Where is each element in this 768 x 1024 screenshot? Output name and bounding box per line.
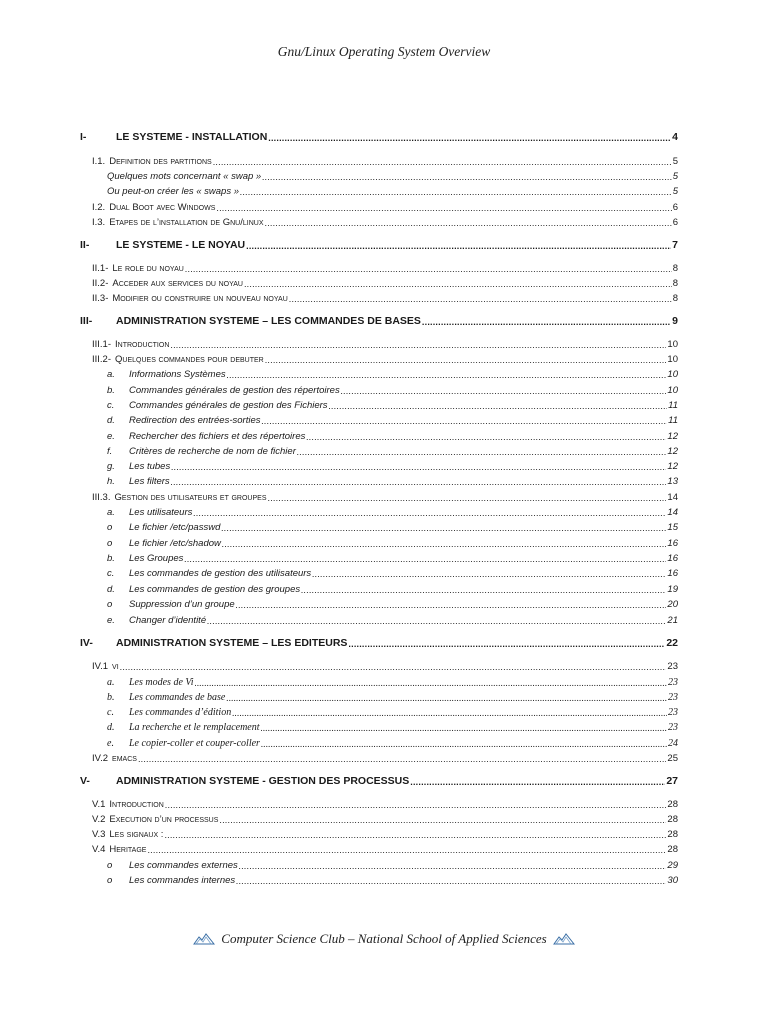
dot-leader	[227, 368, 667, 380]
toc-entry-page: 14	[667, 492, 678, 503]
toc-entry-number: III.2-	[92, 354, 112, 365]
toc-entry-page: 8	[672, 263, 678, 274]
toc-entry-label[interactable]: Introduction	[109, 799, 164, 810]
toc-entry-row	[107, 503, 678, 518]
toc-entry-page: 23	[667, 661, 678, 672]
toc-entry[interactable]	[0, 167, 768, 182]
toc-entry-number: g.	[107, 461, 115, 472]
toc-entry[interactable]	[0, 259, 768, 274]
toc-entry-row	[92, 350, 678, 365]
mountain-logo-icon	[553, 933, 575, 945]
toc-entry-row	[92, 749, 678, 764]
dot-leader	[301, 583, 666, 595]
toc-entry-page: 5	[672, 156, 678, 167]
toc-entry[interactable]	[0, 503, 768, 518]
toc-entry-row	[107, 564, 678, 579]
toc-entry-page: 6	[672, 217, 678, 228]
toc-entry[interactable]	[0, 703, 768, 718]
toc-entry[interactable]	[0, 350, 768, 365]
toc-entry-label[interactable]: Commandes générales de gestion des répertoires	[129, 385, 340, 396]
toc-entry[interactable]	[0, 795, 768, 810]
toc-entry[interactable]	[0, 213, 768, 228]
toc-entry-label[interactable]: Commandes générales de gestion des Fichiers	[129, 400, 328, 411]
toc-entry-label[interactable]: Gestion des utilisateurs et groupes	[114, 492, 267, 503]
toc-entry-number: e.	[107, 738, 114, 749]
toc-entry-number: II.3-	[92, 293, 109, 304]
toc-entry-number: o	[107, 875, 113, 886]
toc-entry-label[interactable]: Critères de recherche de nom de fichier	[129, 446, 296, 457]
toc-entry-row	[92, 274, 678, 289]
toc-entry[interactable]	[0, 840, 768, 855]
toc-entry-label[interactable]: Les commandes de base	[129, 692, 226, 703]
toc-entry-row	[92, 657, 678, 672]
toc-entry-label[interactable]: Les commandes de gestion des groupes	[129, 584, 301, 595]
toc-entry-row	[107, 611, 678, 626]
toc-entry-page: 23	[668, 677, 678, 688]
toc-entry-number: V-	[80, 775, 90, 787]
toc-entry-number: I.2.	[92, 202, 106, 213]
toc-entry-page: 19	[667, 584, 678, 595]
toc-entry-number: b.	[107, 385, 115, 396]
toc-entry-row	[107, 856, 678, 871]
toc-entry-label[interactable]: Introduction	[115, 339, 170, 350]
toc-entry[interactable]	[0, 657, 768, 672]
toc-entry-row	[107, 718, 678, 733]
toc-entry-page: 6	[672, 202, 678, 213]
toc-entry-page: 14	[667, 507, 678, 518]
dot-leader	[236, 598, 667, 610]
toc-entry-number: d.	[107, 722, 115, 733]
toc-entry-row	[80, 772, 678, 787]
dot-leader	[165, 798, 667, 810]
mountain-logo-icon	[193, 933, 215, 945]
toc-entry[interactable]	[0, 549, 768, 564]
dot-leader	[312, 567, 666, 579]
toc-entry[interactable]	[0, 411, 768, 426]
toc-entry-label[interactable]: Les modes de Vi	[129, 677, 194, 688]
toc-entry-row	[92, 825, 678, 840]
toc-entry-row	[92, 840, 678, 855]
toc-entry-label[interactable]: Les Groupes	[129, 553, 184, 564]
toc-entry-row	[92, 259, 678, 274]
toc-entry-number: f.	[107, 446, 113, 457]
toc-entry-label[interactable]: Le fichier /etc/passwd	[129, 522, 221, 533]
toc-entry[interactable]	[0, 128, 768, 143]
dot-leader	[184, 552, 666, 564]
toc-entry-row	[92, 335, 678, 350]
toc-entry-label[interactable]: Changer d’identité	[129, 615, 207, 626]
toc-entry-label[interactable]: Les commandes internes	[129, 875, 236, 886]
toc-entry-page: 22	[666, 637, 678, 649]
toc-entry[interactable]	[0, 825, 768, 840]
toc-entry-number: I.1.	[92, 156, 106, 167]
toc-entry[interactable]	[0, 518, 768, 533]
toc-entry-number: V.3	[92, 829, 106, 840]
toc-entry-number: III.1-	[92, 339, 112, 350]
dot-leader	[236, 874, 666, 886]
toc-entry[interactable]	[0, 634, 768, 649]
toc-entry[interactable]	[0, 396, 768, 411]
dot-leader	[138, 752, 666, 764]
toc-entry-page: 27	[666, 775, 678, 787]
toc-entry-page: 21	[667, 615, 678, 626]
toc-entry-label[interactable]: Rechercher des fichiers et des répertoires	[129, 431, 306, 442]
page-footer	[0, 931, 768, 947]
toc-entry-label[interactable]: Quelques commandes pour debuter	[115, 354, 264, 365]
dot-leader	[164, 828, 666, 840]
toc-entry[interactable]	[0, 488, 768, 503]
toc-entry-number: h.	[107, 476, 115, 487]
toc-entry[interactable]	[0, 611, 768, 626]
toc-entry-row	[92, 198, 678, 213]
toc-entry-page: 15	[667, 522, 678, 533]
toc-entry-row	[107, 182, 678, 197]
dot-leader	[261, 414, 667, 426]
toc-entry-number: V.2	[92, 814, 106, 825]
toc-entry-label[interactable]: Dual Boot avec Windows	[109, 202, 216, 213]
toc-entry-label[interactable]: Definition des partitions	[109, 156, 212, 167]
dot-leader	[207, 614, 666, 626]
toc-entry-page: 23	[668, 692, 678, 703]
toc-entry[interactable]	[0, 289, 768, 304]
toc-entry-label[interactable]: Les utilisateurs	[129, 507, 193, 518]
toc-entry-row	[107, 703, 678, 718]
toc-entry-label[interactable]: ADMINISTRATION SYSTEME – LES EDITEURS	[116, 637, 348, 649]
toc-entry-page: 13	[667, 476, 678, 487]
dot-leader	[410, 775, 665, 787]
dot-leader	[348, 637, 665, 649]
toc-entry-page: 12	[667, 431, 678, 442]
toc-entry-number: o	[107, 522, 113, 533]
toc-entry-page: 10	[667, 354, 678, 365]
toc-entry-label[interactable]: ADMINISTRATION SYSTEME - GESTION DES PROCESSUS	[116, 775, 410, 787]
toc-entry-label[interactable]: Redirection des entrées-sorties	[129, 415, 261, 426]
toc-entry-label[interactable]: Le copier-coller et couper-coller	[129, 738, 260, 749]
dot-leader	[261, 737, 667, 749]
toc-entry-label[interactable]: vi	[112, 661, 119, 672]
toc-entry[interactable]	[0, 472, 768, 487]
toc-entry[interactable]	[0, 749, 768, 764]
toc-entry-page: 20	[667, 599, 678, 610]
toc-entry-label[interactable]: Les filters	[129, 476, 170, 487]
toc-entry-page: 16	[667, 553, 678, 564]
dot-leader	[120, 660, 667, 672]
toc-entry-row	[107, 734, 678, 749]
dot-leader	[216, 201, 671, 213]
toc-entry[interactable]	[0, 198, 768, 213]
toc-entry-number: o	[107, 599, 113, 610]
toc-entry[interactable]	[0, 734, 768, 749]
toc-entry-row	[107, 472, 678, 487]
toc-entry[interactable]	[0, 442, 768, 457]
toc-entry-number: III.3.	[92, 492, 111, 503]
toc-entry-row	[107, 534, 678, 549]
toc-entry[interactable]	[0, 534, 768, 549]
toc-entry[interactable]	[0, 312, 768, 327]
toc-entry-number: d.	[107, 415, 115, 426]
toc-entry-page: 12	[667, 461, 678, 472]
toc-entry-label[interactable]: Suppression d’un groupe	[129, 599, 235, 610]
toc-entry[interactable]	[0, 335, 768, 350]
dot-leader	[232, 706, 667, 718]
toc-entry-page: 28	[667, 814, 678, 825]
toc-entry-row	[107, 673, 678, 688]
toc-entry-label[interactable]: Acceder aux services du noyau	[112, 278, 243, 289]
dot-leader	[239, 859, 667, 871]
toc-entry[interactable]	[0, 365, 768, 380]
toc-entry-row	[107, 688, 678, 703]
toc-entry-number: b.	[107, 553, 115, 564]
toc-entry-number: V.1	[92, 799, 106, 810]
toc-entry-row	[107, 442, 678, 457]
toc-entry-number: IV.2	[92, 753, 109, 764]
toc-entry-page: 10	[667, 369, 678, 380]
toc-entry-number: e.	[107, 615, 115, 626]
toc-entry-page: 11	[668, 415, 678, 426]
toc-entry-page: 10	[667, 339, 678, 350]
toc-entry-label[interactable]: Quelques mots concernant « swap »	[107, 171, 262, 182]
toc-entry-page: 8	[672, 278, 678, 289]
toc-entry[interactable]	[0, 871, 768, 886]
dot-leader	[306, 430, 666, 442]
dot-leader	[297, 445, 667, 457]
dot-leader	[226, 691, 667, 703]
toc-entry-number: b.	[107, 692, 115, 703]
toc-entry-row	[92, 488, 678, 503]
toc-entry-label[interactable]: Heritage	[109, 844, 147, 855]
dot-leader	[221, 521, 666, 533]
toc-entry-page: 29	[667, 860, 678, 871]
dot-leader	[329, 399, 668, 411]
toc-entry-row	[107, 580, 678, 595]
dot-leader	[265, 216, 672, 228]
toc-entry-row	[80, 634, 678, 649]
dot-leader	[422, 315, 671, 327]
toc-entry-row	[107, 396, 678, 411]
toc-entry-page: 28	[667, 799, 678, 810]
dot-leader	[262, 170, 672, 182]
toc-entry[interactable]	[0, 673, 768, 688]
toc-entry-number: I.3.	[92, 217, 106, 228]
toc-entry[interactable]	[0, 580, 768, 595]
toc-entry-label[interactable]: ADMINISTRATION SYSTEME – LES COMMANDES DE BASES	[116, 315, 421, 327]
toc-entry-row	[107, 427, 678, 442]
dot-leader	[219, 813, 666, 825]
toc-entry-row	[92, 152, 678, 167]
toc-entry[interactable]	[0, 182, 768, 197]
toc-entry-label[interactable]: LE SYSTEME - INSTALLATION	[116, 131, 268, 143]
dot-leader	[268, 131, 671, 143]
toc-entry-row	[92, 213, 678, 228]
header-title: Gnu/Linux Operating System Overview	[277, 44, 491, 59]
toc-entry-page: 5	[672, 171, 678, 182]
toc-entry-number: a.	[107, 507, 115, 518]
toc-entry-row	[107, 365, 678, 380]
toc-entry[interactable]	[0, 381, 768, 396]
toc-entry[interactable]	[0, 274, 768, 289]
toc-entry-number: IV.1	[92, 661, 109, 672]
toc-entry-label[interactable]: Ou peut-on créer les « swaps »	[107, 186, 240, 197]
toc-entry-page: 7	[672, 239, 678, 251]
toc-entry-label[interactable]: Le role du noyau	[112, 263, 184, 274]
toc-entry-row	[92, 289, 678, 304]
toc-entry-label[interactable]: Les commandes d’édition	[129, 707, 232, 718]
toc-entry-label[interactable]: emacs	[112, 753, 137, 764]
toc-entry-label[interactable]: Les signaux :	[109, 829, 164, 840]
toc-entry-row	[107, 411, 678, 426]
footer-text: Computer Science Club – National School of Applied Sciences	[221, 931, 547, 946]
toc-entry-number: o	[107, 860, 113, 871]
toc-entry[interactable]	[0, 564, 768, 579]
dot-leader	[244, 277, 672, 289]
toc-entry-row	[80, 312, 678, 327]
toc-entry-page: 28	[667, 844, 678, 855]
dot-leader	[213, 155, 672, 167]
toc-entry[interactable]	[0, 810, 768, 825]
dot-leader	[171, 475, 667, 487]
dot-leader	[246, 239, 671, 251]
toc-entry-row	[107, 381, 678, 396]
dot-leader	[185, 262, 672, 274]
toc-entry-number: c.	[107, 707, 114, 718]
toc-entry-row	[107, 595, 678, 610]
toc-entry-number: e.	[107, 431, 115, 442]
toc-entry-label[interactable]: La recherche et le remplacement	[129, 722, 260, 733]
toc-entry-label[interactable]: Etapes de l’installation de Gnu/linux	[109, 217, 264, 228]
toc-entry-page: 16	[667, 568, 678, 579]
toc-entry-number: c.	[107, 400, 115, 411]
toc-entry-number: a.	[107, 677, 115, 688]
toc-entry-page: 23	[668, 722, 678, 733]
toc-entry-label[interactable]: Les commandes de gestion des utilisateurs	[129, 568, 312, 579]
toc-entry-number: V.4	[92, 844, 106, 855]
toc-entry[interactable]	[0, 595, 768, 610]
toc-entry[interactable]	[0, 152, 768, 167]
toc-entry-number: o	[107, 538, 113, 549]
toc-entry-row	[107, 518, 678, 533]
dot-leader	[289, 292, 672, 304]
dot-leader	[170, 338, 666, 350]
toc-entry-page: 12	[667, 446, 678, 457]
toc-entry-page: 24	[668, 738, 678, 749]
dot-leader	[265, 353, 667, 365]
dot-leader	[268, 491, 667, 503]
toc-entry-row	[107, 457, 678, 472]
toc-entry-row	[92, 810, 678, 825]
toc-entry-number: d.	[107, 584, 115, 595]
toc-entry-label[interactable]: Le fichier /etc/shadow	[129, 538, 221, 549]
toc-entry-label[interactable]: Modifier ou construire un nouveau noyau	[112, 293, 288, 304]
toc-entry-page: 30	[667, 875, 678, 886]
dot-leader	[261, 721, 667, 733]
toc-entry[interactable]	[0, 772, 768, 787]
toc-entry-row	[107, 871, 678, 886]
toc-entry[interactable]	[0, 718, 768, 733]
toc-entry-row	[107, 167, 678, 182]
dot-leader	[147, 843, 666, 855]
toc-entry[interactable]	[0, 457, 768, 472]
toc-entry-row	[92, 795, 678, 810]
toc-entry-page: 10	[667, 385, 678, 396]
toc-entry[interactable]	[0, 688, 768, 703]
toc-entry-number: II.2-	[92, 278, 109, 289]
toc-entry-page: 16	[667, 538, 678, 549]
toc-entry-label[interactable]: LE SYSTEME - LE NOYAU	[116, 239, 246, 251]
toc-entry-number: c.	[107, 568, 115, 579]
toc-entry-number: II.1-	[92, 263, 109, 274]
toc-entry-number: II-	[80, 239, 90, 251]
dot-leader	[193, 506, 666, 518]
dot-leader	[222, 537, 667, 549]
dot-leader	[195, 676, 667, 688]
toc-entry-page: 28	[667, 829, 678, 840]
toc-entry-row	[80, 128, 678, 143]
toc-entry-page: 11	[668, 400, 678, 411]
dot-leader	[240, 185, 672, 197]
toc-entry-page: 25	[667, 753, 678, 764]
toc-entry-page: 4	[672, 131, 678, 143]
toc-entry-number: I-	[80, 131, 87, 143]
toc-entry-page: 9	[672, 315, 678, 327]
toc-entry-page: 23	[668, 707, 678, 718]
dot-leader	[171, 460, 666, 472]
toc-entry-page: 5	[672, 186, 678, 197]
toc-entry[interactable]	[0, 427, 768, 442]
toc-entry-label[interactable]: Informations Systèmes	[129, 369, 226, 380]
toc-entry-row	[107, 549, 678, 564]
toc-entry-number: a.	[107, 369, 115, 380]
toc-entry-label[interactable]: Les commandes externes	[129, 860, 238, 871]
toc-entry[interactable]	[0, 236, 768, 251]
toc-entry-row	[80, 236, 678, 251]
toc-entry-number: III-	[80, 315, 93, 327]
dot-leader	[341, 384, 667, 396]
toc-entry-number: IV-	[80, 637, 93, 649]
toc-entry[interactable]	[0, 856, 768, 871]
toc-entry-label[interactable]: Execution d’un processus	[109, 814, 219, 825]
toc-entry-page: 8	[672, 293, 678, 304]
toc-entry-label[interactable]: Les tubes	[129, 461, 171, 472]
